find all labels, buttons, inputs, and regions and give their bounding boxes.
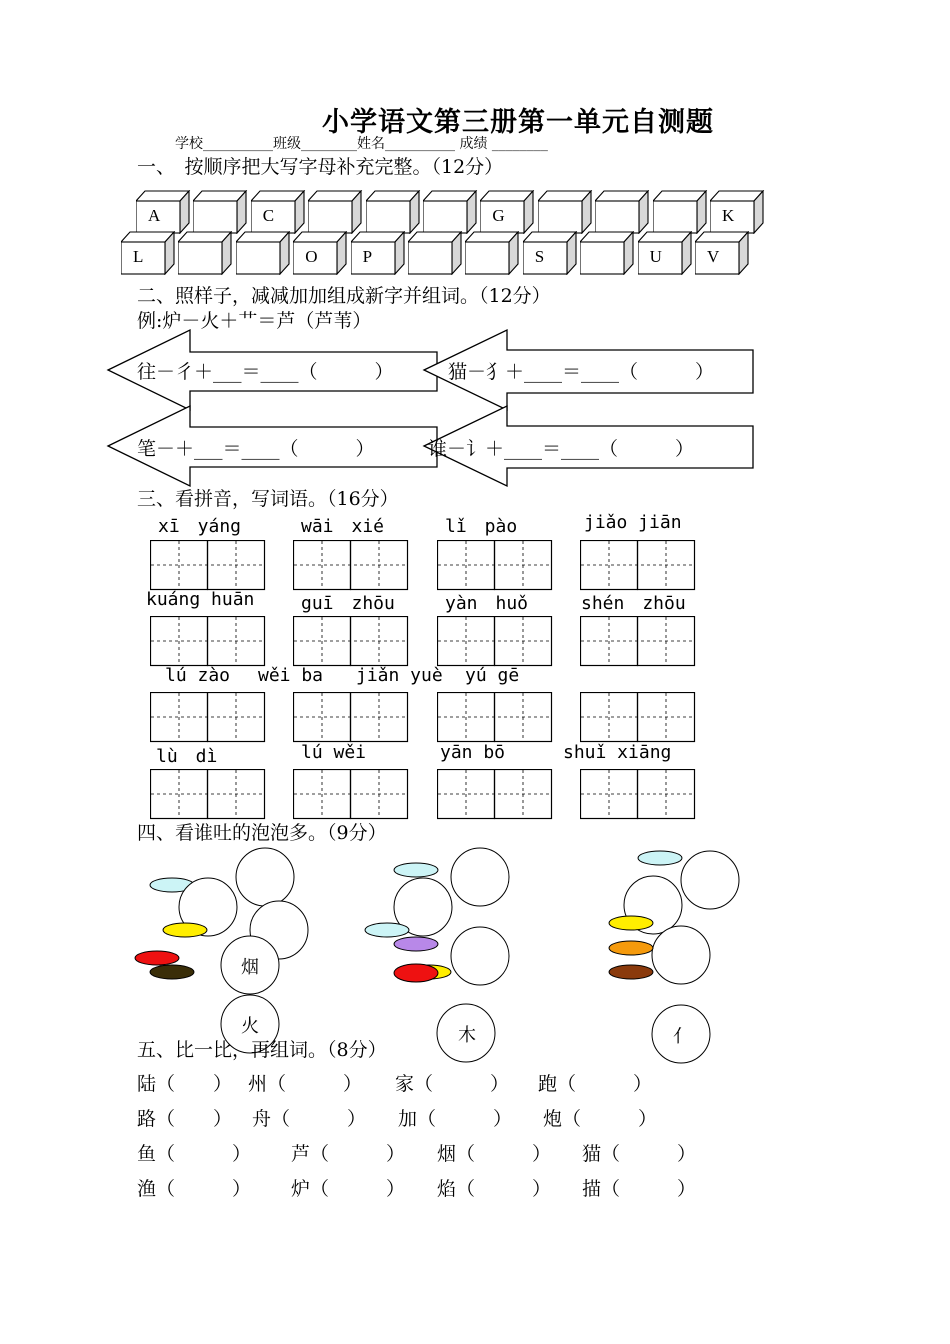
oval-yellow [609,916,653,930]
writing-grid[interactable] [150,540,264,589]
arrow-2-text: 猫－犭＋____＝____（ ） [448,361,715,383]
pinyin-label: lǐ pào [445,516,518,537]
page-title: 小学语文第三册第一单元自测题 [322,107,714,138]
pinyin-label: lú wěi [301,742,367,763]
writing-grid[interactable] [293,540,407,589]
bubble [652,926,710,984]
oval-cyan [365,923,409,937]
writing-grid[interactable] [580,692,694,741]
oval-dark [150,965,194,979]
compare-word-item[interactable]: 路（ ） [137,1108,233,1130]
compare-word-item[interactable]: 鱼（ ） [137,1143,252,1165]
pinyin-label: guī zhōu [301,593,395,614]
oval-red [394,964,438,982]
compare-word-item[interactable]: 芦（ ） [291,1143,406,1165]
bubble [681,851,739,909]
cube-letter: S [534,247,545,266]
cube-letter: A [148,206,161,225]
bubble [236,848,294,906]
cube-letter: U [649,247,662,266]
writing-grid[interactable] [580,616,694,665]
arrow-1-text: 往－彳＋___＝____（ ） [137,361,394,383]
pinyin-label: xī yáng [158,516,242,537]
pinyin-label: shuǐ xiāng [563,742,672,763]
writing-grid[interactable] [437,692,551,741]
pinyin-label: jiǎn yuè [356,665,443,686]
section1-heading: 一、 按顺序把大写字母补充完整。（12分） [137,156,504,178]
oval-orange [609,941,653,955]
compare-word-item[interactable]: 猫（ ） [582,1143,697,1165]
bubble [451,848,509,906]
pinyin-label: kuáng huān [146,589,255,610]
writing-grid[interactable] [293,692,407,741]
writing-grid[interactable] [437,616,551,665]
compare-word-item[interactable]: 家（ ） [395,1073,510,1095]
pinyin-label: yān bō [440,742,506,763]
oval-yellow [163,923,207,937]
writing-grid[interactable] [293,769,407,818]
pinyin-label: wāi xié [301,516,385,537]
pinyin-label: jiǎo jiān [584,512,682,533]
pinyin-label: lú zào [165,665,231,686]
oval-lavender [394,937,438,951]
writing-grid[interactable] [150,616,264,665]
pinyin-label: lù dì [156,746,218,767]
cube-letter: K [722,206,735,225]
cube-letter: V [707,247,720,266]
cube-letter: C [262,206,275,225]
compare-word-item[interactable]: 渔（ ） [137,1178,252,1200]
section4-heading: 四、看谁吐的泡泡多。（9分） [137,822,387,844]
student-info-line: 学校__________班级________姓名__________ 成绩 ________ [175,136,548,152]
writing-grid[interactable] [293,616,407,665]
writing-grid[interactable] [150,769,264,818]
compare-word-item[interactable]: 描（ ） [582,1178,697,1200]
section2-example: 例:炉－火＋艹＝芦（芦苇） [137,310,372,332]
cube-letter: L [133,247,144,266]
pinyin-label: yú gē [465,665,520,686]
writing-grid[interactable] [437,769,551,818]
pinyin-label: shén zhōu [581,593,686,614]
bubble [451,927,509,985]
fish-char-huo: 火 [241,1016,259,1037]
compare-word-item[interactable]: 舟（ ） [252,1108,367,1130]
compare-word-item[interactable]: 加（ ） [398,1108,513,1130]
cube-letter: P [362,247,373,266]
oval-red [135,951,179,965]
pinyin-label: wěi ba [258,665,324,686]
arrow-4-text: 谁－讠＋____＝____（ ） [428,438,695,460]
section5-heading: 五、比一比，再组词。（8分） [137,1039,387,1061]
compare-word-item[interactable]: 炮（ ） [543,1108,658,1130]
compare-word-item[interactable]: 焰（ ） [437,1178,552,1200]
cube-letter: G [492,206,505,225]
compare-word-item[interactable]: 跑（ ） [538,1073,653,1095]
compare-word-item[interactable]: 炉（ ） [291,1178,406,1200]
compare-word-item[interactable]: 州（ ） [248,1073,363,1095]
fish-char-yan: 烟 [241,957,259,978]
writing-grid[interactable] [437,540,551,589]
section2-heading: 二、照样子，减减加加组成新字并组词。（12分） [137,285,551,307]
section3-heading: 三、看拼音，写词语。（16分） [137,488,399,510]
fish-char-mu: 木 [458,1025,476,1046]
compare-word-item[interactable]: 烟（ ） [437,1143,552,1165]
oval-cyan [394,863,438,877]
oval-cyan [638,851,682,865]
writing-grid[interactable] [580,540,694,589]
fish-char-ren: 亻 [673,1026,691,1047]
oval-brown [609,965,653,979]
writing-grid[interactable] [150,692,264,741]
arrow-3-text: 笔－＋___＝____（ ） [137,438,375,460]
pinyin-label: yàn huǒ [445,593,529,614]
writing-grid[interactable] [580,769,694,818]
cube-letter: O [305,247,318,266]
compare-word-item[interactable]: 陆（ ） [137,1073,233,1095]
